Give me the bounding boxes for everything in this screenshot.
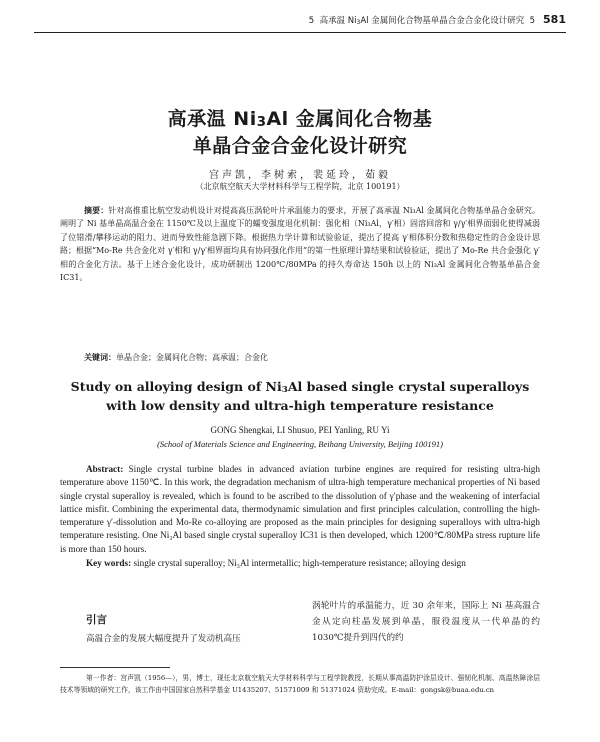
cn-keywords-text: 单晶合金；金属间化合物；高承温；合金化 [116, 353, 268, 362]
cn-abstract [60, 204, 540, 284]
cn-abstract-text: 针对高推重比航空发动机设计对提高高压涡轮叶片承温能力的要求，开展了高承温 Ni₃Al 金属间化合物基单晶合金研究。阐明了 Ni 基单晶高温合金在 1150℃及以上温度下的蠕变强度退化机制：强化相（Ni₃Al，γ′相）固溶回溶和 γ/γ′相界面弱化使得减弱了位错滑/攀移运动的阻力、进而导致性能急剧下降。根据热力学计算和试验验证，提出了提高 γ′相体积分数和热稳定性的合金设计思路；根据“Mo-Re 共合金化对 γ′相和 γ/γ′相界面均具有协同强化作用”的第一性原理计算结果和试验验证，提出了 Mo-Re 共合金强化 γ′相的合金化方法。基于上述合金化设计，成功研制出 1200℃/80MPa 的持久寿命达 150h 以上的 Ni₃Al 金属间化合物基单晶合金 IC31。 [60, 206, 540, 283]
running-head [0, 10, 566, 30]
intro-right-column: 涡轮叶片的承温能力，近 30 余年来，国际上 Ni 基高温合金从定向柱晶发展到单晶，服役温度从一代单晶的约 1030℃提升到四代的约 [312, 601, 540, 643]
cn-title [0, 106, 600, 160]
en-abstract-label: Abstract: [86, 464, 124, 474]
en-keywords-label: Key words: [86, 558, 132, 568]
en-abstract-text: Single crystal turbine blades in advanced aviation turbine engines are required for resisting ultra-high temperature above 1150℃. In this work, the degradation mechanism of ultra-high temperature mechanical properties of Ni based single crystal superalloy is revealed, which is found to be ascribed to the dissolution of γ′phase and the weakening of interfacial lattice misfit. Combining the experimental data, thermodynamic simulation and first principles calculation, controlling the high-temperature γ′-dissolution and Mo-Re co-alloying are proposed as the main principles for designing superalloys with ultra-high temperature resisting. One Ni₃Al based single crystal superalloy IC31 is then developed, which 1200℃/80MPa stress rupture life is more than 150 hours. [60, 464, 540, 554]
footnote-rule [60, 667, 170, 668]
cn-abstract-label: 摘要： [84, 206, 109, 215]
running-head-sep: 5 [529, 16, 536, 26]
running-head-title: 高承温 $Ni_3Al$ 金属间化合物基单晶合金合金化设计研究 [319, 16, 525, 26]
footnote: 第一作者：宫声凯（1956—），男，博士，现任北京航空航天大学材料科学与工程学院教授，长期从事高温防护涂层设计、强韧化机制、高温热障涂层技术等领域的研究工作，该工作由中国国家自然科学基金 U1435207、51571009 和 51371024 资助完成。E-mail：gongsk@buaa.edu.cn [60, 674, 540, 694]
cn-title-line2: 单晶合金合金化设计研究 [192, 135, 408, 157]
cn-title-line1: 高承温 $Ni_3Al$ 金属间化合物基 [167, 108, 433, 130]
header-rule [34, 32, 566, 33]
en-title [0, 377, 600, 415]
en-title-line1: Study on alloying design of $Ni_3Al$ based single crystal superalloys [70, 379, 530, 395]
intro-left-column: 高温合金的发展大幅度提升了发动机高压 [86, 634, 241, 644]
en-affiliation: (School of Materials Science and Engineering, Beihang University, Beijing 100191) [157, 439, 443, 449]
intro-heading: 引言 [86, 614, 107, 626]
cn-keywords [60, 351, 540, 364]
cn-affiliation: （北京航空航天大学材料科学与工程学院，北京 100191） [195, 182, 405, 191]
cn-authors: 宫声凯，李树索，裴延玲，茹毅 [209, 170, 391, 181]
en-keywords-text: single crystal superalloy; Ni₃Al intermetallic; high-temperature resistance; alloying design [133, 558, 466, 568]
en-keywords [60, 557, 540, 570]
cn-keywords-label: 关键词： [84, 353, 116, 362]
running-head-number: 5 [308, 16, 315, 26]
en-title-line2: with low density and ultra-high temperature resistance [106, 398, 494, 413]
en-abstract [60, 463, 540, 556]
en-authors: GONG Shengkai, LI Shusuo, PEI Yanling, RU Yi [210, 425, 390, 435]
page-number: 581 [543, 13, 566, 26]
